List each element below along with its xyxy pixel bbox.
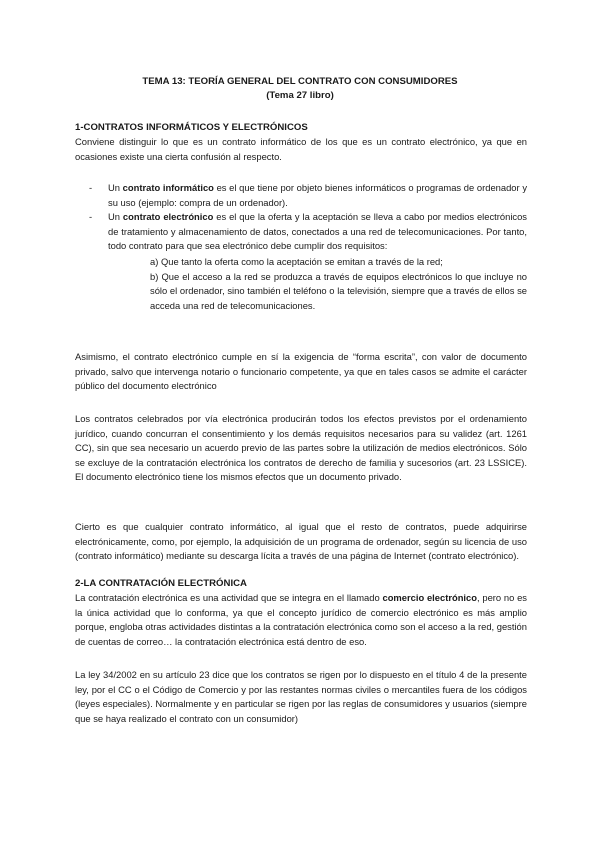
bullet-2-bold-term: contrato electrónico — [122, 211, 214, 223]
bullet-2-text: es el que la oferta y la aceptación se lleva a cabo por medios electrónicos de tratamiento y almacenamiento de datos, conectados a una red de telecomunicaciones. Por tanto, todo contrato para que sea electrónico debe cumplir dos requisitos: — [108, 211, 527, 252]
section-1-intro: Conviene distinguir lo que es un contrato informático de los que es un contrato electrónico, ya que en ocasiones existe una cierta confusión al respecto. — [75, 136, 527, 162]
bullet-dash: - — [89, 182, 93, 193]
bullet-dash: - — [89, 211, 93, 223]
requirement-a: a) Que tanto la oferta como la aceptación se emitan a través de la red; — [150, 255, 443, 267]
bullet-1-bold-term: contrato informático — [122, 182, 214, 193]
title-line-2: (Tema 27 libro) — [266, 90, 334, 101]
bullet-1-text: es el que tiene por objeto bienes informáticos o programas de ordenador y su uso (ejemplo: compra de un ordenador). — [108, 182, 528, 208]
section-2-heading: 2-LA CONTRATACIÓN ELECTRÓNICA — [75, 578, 247, 589]
bullet-contrato-informatico — [75, 181, 527, 210]
paragraph-adquirirse: Cierto es que cualquier contrato informático, al igual que el resto de contratos, puede adquirirse electrónicamente, como, por ejemplo, la adquisición de un programa de ordenador, según su licencia de uso (contrato informático) mediante su descarga lícita a través de una página de Internet (contrato electrónico). — [75, 521, 527, 562]
section-2-para-1-pre: La contratación electrónica es una actividad que se integra en el llamado — [75, 592, 383, 603]
bullet-2-pre: Un — [108, 211, 123, 223]
bullet-1-pre: Un — [108, 182, 123, 193]
section-1-heading: 1-CONTRATOS INFORMÁTICOS Y ELECTRÓNICOS — [75, 122, 308, 133]
paragraph-efectos: Los contratos celebrados por vía electrónica producirán todos los efectos previstos por el ordenamiento jurídico, cuando concurran el consentimiento y los demás requisitos necesarios para su validez (art. 1261 CC), sin que sea necesario un acuerdo previo de las partes sobre la utilización de medios electrónicos. Sólo se excluye de la contratación electrónica los contratos de derecho de familia y sucesorios (art. 23 LSSICE). El documento electrónico tiene los mismos efectos que un documento privado. — [75, 413, 527, 483]
bullet-contrato-electronico — [75, 210, 527, 313]
paragraph-comercio-electronico — [75, 591, 527, 649]
paragraph-ley-34-2002: La ley 34/2002 en su artículo 23 dice que los contratos se rigen por lo dispuesto en el título 4 de la presente ley, por el CC o el Código de Comercio y por las restantes normas civiles o mercantiles fuera de los códigos (leyes especiales). Normalmente y en particular se rigen por las reglas de consumidores y usuarios (siempre que se haya realizado el contrato con un consumidor) — [75, 669, 527, 724]
section-2-bold-term: comercio electrónico — [382, 592, 477, 603]
document-title — [0, 75, 600, 103]
section-2-para-1-post: , pero no es la única actividad que lo conforma, ya que el concepto jurídico de comercio electrónico es más amplio porque, engloba otras actividades distintas a la contratación electrónica como son el acceso a la red, gestión de cuentas de correo… la contratación electrónica está dentro de eso. — [75, 592, 527, 647]
paragraph-forma-escrita: Asimismo, el contrato electrónico cumple en sí la exigencia de “forma escrita”, con valor de documento privado, salvo que intervenga notario o funcionario competente, ya que en tales casos se admite el carácter público del documento electrónico — [75, 351, 527, 392]
title-line-1: TEMA 13: TEORÍA GENERAL DEL CONTRATO CON CONSUMIDORES — [142, 76, 458, 87]
contract-types-list — [75, 181, 527, 313]
requirement-b: b) Que el acceso a la red se produzca a través de equipos electrónicos lo que incluye no sólo el ordenador, sino también el teléfono o la televisión, siempre que a través de ellos se acceda una red de telecomunicaciones. — [150, 270, 527, 311]
